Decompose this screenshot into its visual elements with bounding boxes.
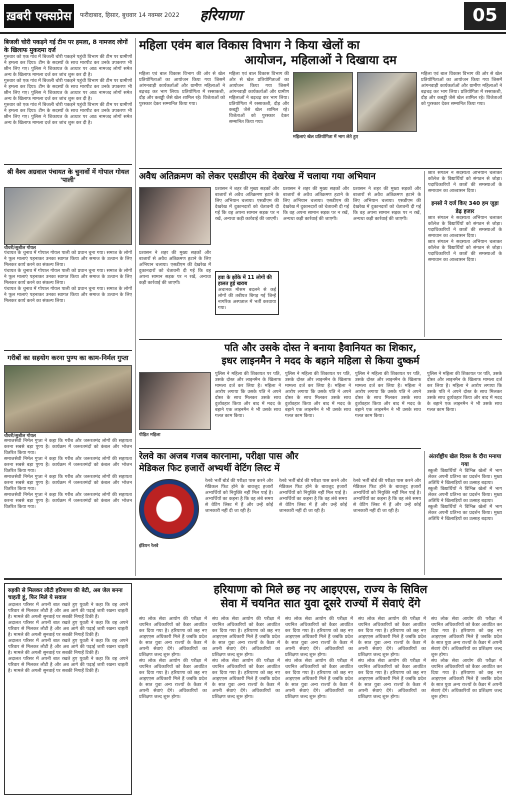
story-encroachment-text-3: प्रशासन ने शहर की मुख्य सड़कों और बाजारों से अवैध अतिक्रमण हटाने के लिए अभियान चलाया। एसडीएम की देखरेख में दुकानदारों को चेतावनी दी गई कि वह अपना सामान सड़क पर न रखें, अन्यथा कड़ी कार्रवाई की जाएगी।	[353, 187, 421, 222]
story-encroachment-text: प्रशासन ने शहर की मुख्य सड़कों और बाजारों से अवैध अतिक्रमण हटाने के लिए अभियान चलाया। एसडीएम की देखरेख में दुकानदारों को चेतावनी दी गई कि वह अपना सामान सड़क पर न रखें, अन्यथा कड़ी कार्रवाई की जाएगी।	[215, 187, 279, 222]
newspaper-logo: ख़बरी एक्सप्रेस	[4, 4, 74, 28]
column-divider	[135, 38, 136, 576]
story-crime-text: पुलिस ने महिला की शिकायत पर पति, उसके दोस्त और लाइनमैन के खिलाफ मामला दर्ज कर लिया है। महिला ने आरोप लगाया कि उसके पति ने अपने दोस्त के साथ मिलकर उसके साथ दुर्व्यवहार किया और बाद में मदद के बहाने एक लाइनमैन ने भी उसके साथ गलत काम किया।	[215, 372, 281, 419]
railway-logo	[139, 479, 199, 539]
story-gupta-caption: चौधरी/सुशील गोयल	[4, 434, 36, 439]
section-title: हरियाणा	[200, 8, 243, 24]
story-gupta-text: समाजसेवी निर्मल गुप्ता ने कहा कि गरीब और जरूरतमंद लोगों की सहायता करना सबसे बड़ा पुण्य है। कार्यक्रम में जरूरतमंदों को कंबल और भोजन वितरित किया गया।	[4, 439, 132, 456]
page-number: 05	[464, 2, 506, 30]
story-roorkee-headline: रुड़की से मिलकर लौटी हरियाणा की बेटी, अब जेल बनना चाहती हूं, फिर मिले ये सवाल	[8, 588, 123, 601]
story-electricity-text-cont2: गुरुवार को एक गांव में बिजली चोरी पकड़ने पहुंची विभाग की टीम पर ग्रामीणों ने हमला कर दिया। टीम के सदस्यों के साथ मारपीट कर उनके उपकरण भी छीन लिए गए। पुलिस ने शिकायत के आधार पर आठ नामजद लोगों समेत अन्य के खिलाफ मामला दर्ज कर जांच शुरू कर दी है।	[4, 103, 132, 126]
column-divider	[424, 451, 425, 575]
story-ias-text-5: संघ लोक सेवा आयोग की परीक्षा में चयनित अधिकारियों को कैडर आवंटित कर दिया गया है। हरियाणा को छह नए आइएएस अधिकारी मिले हैं जबकि प्रदेश के सात युवा अन्य राज्यों के कैडर में अपनी सेवाएं देंगे। अधिकारियों का प्रशिक्षण जल्द शुरू होगा।	[431, 617, 502, 658]
story-crime-caption: पीड़ित महिला	[139, 433, 161, 438]
story-main-text-col2: महिला एवं बाल विकास विभाग की ओर से खेल प्रतियोगिताओं का आयोजन किया गया जिसमें आंगनवाड़ी कार्यकर्ताओं और ग्रामीण महिलाओं ने बढ़चढ़ कर भाग लिया। प्रतियोगिता में रस्साकशी, दौड़ और कबड्डी जैसे खेल शामिल रहे। विजेताओं को पुरस्कार देकर सम्मानित किया गया।	[229, 72, 289, 125]
story-ias-text-3b: संघ लोक सेवा आयोग की परीक्षा में चयनित अधिकारियों को कैडर आवंटित कर दिया गया है। हरियाणा को छह नए आइएएस अधिकारी मिले हैं जबकि प्रदेश के सात युवा अन्य राज्यों के कैडर में अपनी सेवाएं देंगे। अधिकारियों का प्रशिक्षण जल्द शुरू होगा।	[285, 659, 353, 700]
story-encroachment-text-4: प्रशासन ने शहर की मुख्य सड़कों और बाजारों से अवैध अतिक्रमण हटाने के लिए अभियान चलाया। एसडीएम की देखरेख में दुकानदारों को चेतावनी दी गई कि वह अपना सामान सड़क पर न रखें, अन्यथा कड़ी कार्रवाई की जाएगी।	[139, 251, 211, 286]
column-divider	[424, 171, 425, 337]
story-inso-lead: छात्र संगठन ने सदस्यता अभियान चलाकर कॉलेज के विद्यार्थियों को संगठन से जोड़ा। पदाधिकारियों ने छात्रों की समस्याओं के समाधान का आश्वासन दिया।	[428, 171, 502, 194]
story-main-photo-2	[357, 72, 417, 132]
story-inso-text-cont: छात्र संगठन ने सदस्यता अभियान चलाकर कॉलेज के विद्यार्थियों को संगठन से जोड़ा। पदाधिकारियों ने छात्रों की समस्याओं के समाधान का आश्वासन दिया।	[428, 240, 502, 263]
story-encroachment-headline: अवैध अतिक्रमण को लेकर एसडीएम की देखरेख में चलाया गया अभियान	[139, 172, 376, 182]
story-roorkee-text: अदालत परिसर में अपनी बात रखते हुए युवती ने कहा कि वह अपने परिवार से मिलकर लौटी है और अब आगे की पढ़ाई जारी रखना चाहती है। मामले की अगली सुनवाई पर सबकी निगाहें टिकी हैं।	[8, 603, 128, 620]
story-main-photo-1	[293, 72, 353, 132]
story-main-text: महिला एवं बाल विकास विभाग की ओर से खेल प्रतियोगिताओं का आयोजन किया गया जिसमें आंगनवाड़ी कार्यकर्ताओं और ग्रामीण महिलाओं ने बढ़चढ़ कर भाग लिया। प्रतियोगिता में रस्साकशी, दौड़ और कबड्डी जैसे खेल शामिल रहे। विजेताओं को पुरस्कार देकर सम्मानित किया गया।	[139, 72, 225, 107]
story-crime-headline-2: इधर लाइनमैन ने मदद के बहाने महिला से किया दुष्कर्म	[221, 356, 420, 367]
story-encroachment-text-2: प्रशासन ने शहर की मुख्य सड़कों और बाजारों से अवैध अतिक्रमण हटाने के लिए अभियान चलाया। एसडीएम की देखरेख में दुकानदारों को चेतावनी दी गई कि वह अपना सामान सड़क पर न रखें, अन्यथा कड़ी कार्रवाई की जाएगी।	[283, 187, 349, 222]
story-gupta-text-cont2: समाजसेवी निर्मल गुप्ता ने कहा कि गरीब और जरूरतमंद लोगों की सहायता करना सबसे बड़ा पुण्य है। कार्यक्रम में जरूरतमंदों को कंबल और भोजन वितरित किया गया।	[4, 475, 132, 492]
story-gupta-headline: गरीबों का सहयोग करना पुण्य का काम-निर्मल गुप्ता	[7, 354, 129, 362]
story-ias-text: संघ लोक सेवा आयोग की परीक्षा में चयनित अधिकारियों को कैडर आवंटित कर दिया गया है। हरियाणा को छह नए आइएएस अधिकारी मिले हैं जबकि प्रदेश के सात युवा अन्य राज्यों के कैडर में अपनी सेवाएं देंगे। अधिकारियों का प्रशिक्षण जल्द शुरू होगा।	[139, 617, 207, 658]
divider	[4, 578, 502, 580]
divider	[139, 339, 502, 340]
story-vaishya-text-cont2: पंचायत के चुनाव में गोपाल गोयल पाली को प्रधान चुना गया। समाज के लोगों ने फूल मालाएं पहनाकर उनका स्वागत किया और समाज के उत्थान के लिए मिलकर कार्य करने का संकल्प लिया।	[4, 287, 132, 304]
story-ias-text-5b: संघ लोक सेवा आयोग की परीक्षा में चयनित अधिकारियों को कैडर आवंटित कर दिया गया है। हरियाणा को छह नए आइएएस अधिकारी मिले हैं जबकि प्रदेश के सात युवा अन्य राज्यों के कैडर में अपनी सेवाएं देंगे। अधिकारियों का प्रशिक्षण जल्द शुरू होगा।	[431, 659, 502, 700]
story-railway-text-2: रेलवे भर्ती बोर्ड की परीक्षा पास करने और मेडिकल फिट होने के बावजूद हजारों अभ्यर्थियों को नियुक्ति नहीं मिल पाई है। अभ्यर्थियों का कहना है कि वह लंबे समय से वेटिंग लिस्ट में हैं और उन्हें कोई जानकारी नहीं दी जा रही है।	[279, 479, 347, 514]
story-vaishya-headline: श्री वैश्य अग्रवाल पंचायत के चुनावों में गोपाल गोयल 'पाली'	[6, 168, 130, 184]
story-gupta-text-cont3: समाजसेवी निर्मल गुप्ता ने कहा कि गरीब और जरूरतमंद लोगों की सहायता करना सबसे बड़ा पुण्य है। कार्यक्रम में जरूरतमंदों को कंबल और भोजन वितरित किया गया।	[4, 493, 132, 510]
story-ias-text-2b: संघ लोक सेवा आयोग की परीक्षा में चयनित अधिकारियों को कैडर आवंटित कर दिया गया है। हरियाणा को छह नए आइएएस अधिकारी मिले हैं जबकि प्रदेश के सात युवा अन्य राज्यों के कैडर में अपनी सेवाएं देंगे। अधिकारियों का प्रशिक्षण जल्द शुरू होगा।	[212, 659, 280, 700]
story-electricity-headline: बिजली चोरी पकड़ने गई टीम पर हमला, 8 नामजद लोगों के खिलाफ मुकदमा दर्ज	[4, 39, 128, 54]
story-inso	[428, 171, 502, 337]
story-railway-caption: इंडियन रेलवे	[139, 544, 159, 549]
story-gupta-text-cont: समाजसेवी निर्मल गुप्ता ने कहा कि गरीब और जरूरतमंद लोगों की सहायता करना सबसे बड़ा पुण्य है। कार्यक्रम में जरूरतमंदों को कंबल और भोजन वितरित किया गया।	[4, 457, 132, 474]
story-sports-day	[428, 451, 502, 575]
story-crime-text-2: पुलिस ने महिला की शिकायत पर पति, उसके दोस्त और लाइनमैन के खिलाफ मामला दर्ज कर लिया है। महिला ने आरोप लगाया कि उसके पति ने अपने दोस्त के साथ मिलकर उसके साथ दुर्व्यवहार किया और बाद में मदद के बहाने एक लाइनमैन ने भी उसके साथ गलत काम किया।	[285, 372, 351, 419]
divider	[139, 448, 421, 449]
story-vaishya	[4, 168, 132, 348]
story-roorkee-text-cont2: अदालत परिसर में अपनी बात रखते हुए युवती ने कहा कि वह अपने परिवार से मिलकर लौटी है और अब आगे की पढ़ाई जारी रखना चाहती है। मामले की अगली सुनवाई पर सबकी निगाहें टिकी हैं।	[8, 639, 128, 656]
divider	[4, 164, 132, 165]
story-sports-day-text-cont: स्कूली विद्यार्थियों ने विभिन्न खेलों में भाग लेकर अपनी प्रतिभा का प्रदर्शन किया। मुख्य अतिथि ने खिलाड़ियों का उत्साह बढ़ाया।	[428, 487, 502, 504]
story-railway-text-3: रेलवे भर्ती बोर्ड की परीक्षा पास करने और मेडिकल फिट होने के बावजूद हजारों अभ्यर्थियों को नियुक्ति नहीं मिल पाई है। अभ्यर्थियों का कहना है कि वह लंबे समय से वेटिंग लिस्ट में हैं और उन्हें कोई जानकारी नहीं दी जा रही है।	[353, 479, 421, 514]
story-middle-box-headline: हवा के झोंके में 11 लोगों की हालत हुई खराब	[218, 275, 272, 287]
divider	[4, 350, 132, 351]
story-sports-day-text: स्कूली विद्यार्थियों ने विभिन्न खेलों में भाग लेकर अपनी प्रतिभा का प्रदर्शन किया। मुख्य अतिथि ने खिलाड़ियों का उत्साह बढ़ाया।	[428, 469, 502, 486]
story-ias	[139, 583, 502, 795]
story-crime-photo	[139, 372, 211, 430]
story-railway-headline-2: मेडिकल फिट हजारों अभ्यर्थी वेटिंग लिस्ट में	[139, 464, 280, 474]
story-ias-headline-1: हरियाणा को मिले छह नए आइएएस, राज्य के सिविल	[213, 583, 428, 596]
story-vaishya-text-cont: पंचायत के चुनाव में गोपाल गोयल पाली को प्रधान चुना गया। समाज के लोगों ने फूल मालाएं पहनाकर उनका स्वागत किया और समाज के उत्थान के लिए मिलकर कार्य करने का संकल्प लिया।	[4, 269, 132, 286]
story-encroachment	[139, 171, 421, 337]
divider	[139, 168, 502, 169]
issue-date: फरीदाबाद, हिसार, बुधवार 14 नवम्बर 2022	[80, 12, 180, 19]
story-encroachment-photo	[139, 187, 211, 245]
story-electricity-text-cont: गुरुवार को एक गांव में बिजली चोरी पकड़ने पहुंची विभाग की टीम पर ग्रामीणों ने हमला कर दिया। टीम के सदस्यों के साथ मारपीट कर उनके उपकरण भी छीन लिए गए। पुलिस ने शिकायत के आधार पर आठ नामजद लोगों समेत अन्य के खिलाफ मामला दर्ज कर जांच शुरू कर दी है।	[4, 79, 132, 102]
story-ias-headline-2: सेवा में चयनित सात युवा दूसरे राज्यों में सेवाएं देंगे	[220, 597, 421, 610]
story-crime-text-3: पुलिस ने महिला की शिकायत पर पति, उसके दोस्त और लाइनमैन के खिलाफ मामला दर्ज कर लिया है। महिला ने आरोप लगाया कि उसके पति ने अपने दोस्त के साथ मिलकर उसके साथ दुर्व्यवहार किया और बाद में मदद के बहाने एक लाइनमैन ने भी उसके साथ गलत काम किया।	[355, 372, 421, 419]
story-roorkee-text-cont: अदालत परिसर में अपनी बात रखते हुए युवती ने कहा कि वह अपने परिवार से मिलकर लौटी है और अब आगे की पढ़ाई जारी रखना चाहती है। मामले की अगली सुनवाई पर सबकी निगाहें टिकी हैं।	[8, 621, 128, 638]
story-electricity-text: गुरुवार को एक गांव में बिजली चोरी पकड़ने पहुंची विभाग की टीम पर ग्रामीणों ने हमला कर दिया। टीम के सदस्यों के साथ मारपीट कर उनके उपकरण भी छीन लिए गए। पुलिस ने शिकायत के आधार पर आठ नामजद लोगों समेत अन्य के खिलाफ मामला दर्ज कर जांच शुरू कर दी है।	[4, 55, 132, 78]
story-vaishya-caption: चौधरी/सुशील गोयल	[4, 246, 36, 251]
story-roorkee-text-cont3: अदालत परिसर में अपनी बात रखते हुए युवती ने कहा कि वह अपने परिवार से मिलकर लौटी है और अब आगे की पढ़ाई जारी रखना चाहती है। मामले की अगली सुनवाई पर सबकी निगाहें टिकी हैं।	[8, 657, 128, 674]
story-sports-day-text-cont2: स्कूली विद्यार्थियों ने विभिन्न खेलों में भाग लेकर अपनी प्रतिभा का प्रदर्शन किया। मुख्य अतिथि ने खिलाड़ियों का उत्साह बढ़ाया।	[428, 505, 502, 522]
story-gupta	[4, 354, 132, 574]
story-railway	[139, 451, 421, 575]
story-ias-text-3: संघ लोक सेवा आयोग की परीक्षा में चयनित अधिकारियों को कैडर आवंटित कर दिया गया है। हरियाणा को छह नए आइएएस अधिकारी मिले हैं जबकि प्रदेश के सात युवा अन्य राज्यों के कैडर में अपनी सेवाएं देंगे। अधिकारियों का प्रशिक्षण जल्द शुरू होगा।	[285, 617, 353, 658]
story-crime-text-4: पुलिस ने महिला की शिकायत पर पति, उसके दोस्त और लाइनमैन के खिलाफ मामला दर्ज कर लिया है। महिला ने आरोप लगाया कि उसके पति ने अपने दोस्त के साथ मिलकर उसके साथ दुर्व्यवहार किया और बाद में मदद के बहाने एक लाइनमैन ने भी उसके साथ गलत काम किया।	[427, 372, 502, 413]
story-ias-text-4: संघ लोक सेवा आयोग की परीक्षा में चयनित अधिकारियों को कैडर आवंटित कर दिया गया है। हरियाणा को छह नए आइएएस अधिकारी मिले हैं जबकि प्रदेश के सात युवा अन्य राज्यों के कैडर में अपनी सेवाएं देंगे। अधिकारियों का प्रशिक्षण जल्द शुरू होगा।	[358, 617, 426, 658]
story-main-headline-1: महिला एवंम बाल विकास विभाग ने किया खेलों का	[139, 38, 360, 52]
story-vaishya-text: पंचायत के चुनाव में गोपाल गोयल पाली को प्रधान चुना गया। समाज के लोगों ने फूल मालाएं पहनाकर उनका स्वागत किया और समाज के उत्थान के लिए मिलकर कार्य करने का संकल्प लिया।	[4, 251, 132, 268]
story-main-caption: महिलाएं खेल प्रतियोगिता में भाग लेते हुए	[293, 135, 359, 140]
story-vaishya-photo	[4, 187, 132, 245]
story-gupta-photo	[4, 365, 132, 433]
story-main	[139, 38, 502, 166]
story-inso-text: छात्र संगठन ने सदस्यता अभियान चलाकर कॉलेज के विद्यार्थियों को संगठन से जोड़ा। पदाधिकारियों ने छात्रों की समस्याओं के समाधान का आश्वासन दिया।	[428, 216, 502, 239]
story-inso-headline: इनसो ने दर्ज किए 340 हम जुड़ा डेढ़ हजार	[431, 201, 499, 215]
story-middle-box-text: अचानक मौसम बदलने से कई लोगों की तबीयत बिगड़ गई जिन्हें नागरिक अस्पताल में भर्ती करवाया गया।	[218, 288, 276, 311]
story-main-text-col3: महिला एवं बाल विकास विभाग की ओर से खेल प्रतियोगिताओं का आयोजन किया गया जिसमें आंगनवाड़ी कार्यकर्ताओं और ग्रामीण महिलाओं ने बढ़चढ़ कर भाग लिया। प्रतियोगिता में रस्साकशी, दौड़ और कबड्डी जैसे खेल शामिल रहे। विजेताओं को पुरस्कार देकर सम्मानित किया गया।	[421, 72, 502, 107]
story-ias-text-2: संघ लोक सेवा आयोग की परीक्षा में चयनित अधिकारियों को कैडर आवंटित कर दिया गया है। हरियाणा को छह नए आइएएस अधिकारी मिले हैं जबकि प्रदेश के सात युवा अन्य राज्यों के कैडर में अपनी सेवाएं देंगे। अधिकारियों का प्रशिक्षण जल्द शुरू होगा।	[212, 617, 280, 658]
story-main-headline-2: आयोजन, महिलाओं ने दिखाया दम	[244, 53, 397, 67]
story-electricity	[4, 38, 132, 162]
masthead	[0, 0, 506, 34]
story-railway-text: रेलवे भर्ती बोर्ड की परीक्षा पास करने और मेडिकल फिट होने के बावजूद हजारों अभ्यर्थियों को नियुक्ति नहीं मिल पाई है। अभ्यर्थियों का कहना है कि वह लंबे समय से वेटिंग लिस्ट में हैं और उन्हें कोई जानकारी नहीं दी जा रही है।	[205, 479, 273, 514]
story-ias-text-b: संघ लोक सेवा आयोग की परीक्षा में चयनित अधिकारियों को कैडर आवंटित कर दिया गया है। हरियाणा को छह नए आइएएस अधिकारी मिले हैं जबकि प्रदेश के सात युवा अन्य राज्यों के कैडर में अपनी सेवाएं देंगे। अधिकारियों का प्रशिक्षण जल्द शुरू होगा।	[139, 659, 207, 700]
story-ias-text-4b: संघ लोक सेवा आयोग की परीक्षा में चयनित अधिकारियों को कैडर आवंटित कर दिया गया है। हरियाणा को छह नए आइएएस अधिकारी मिले हैं जबकि प्रदेश के सात युवा अन्य राज्यों के कैडर में अपनी सेवाएं देंगे। अधिकारियों का प्रशिक्षण जल्द शुरू होगा।	[358, 659, 426, 700]
story-crime-headline-1: पति और उसके दोस्त ने बनाया हैवानियत का शिकार,	[224, 343, 417, 354]
story-crime	[139, 342, 502, 446]
story-sports-day-headline: अंतर्राष्ट्रीय खेल दिवस के दौरा मनाया गया	[428, 454, 502, 468]
story-railway-headline-1: रेलवे का अजब गजब कारनामा, परीक्षा पास और	[139, 452, 299, 462]
story-roorkee	[4, 583, 132, 795]
